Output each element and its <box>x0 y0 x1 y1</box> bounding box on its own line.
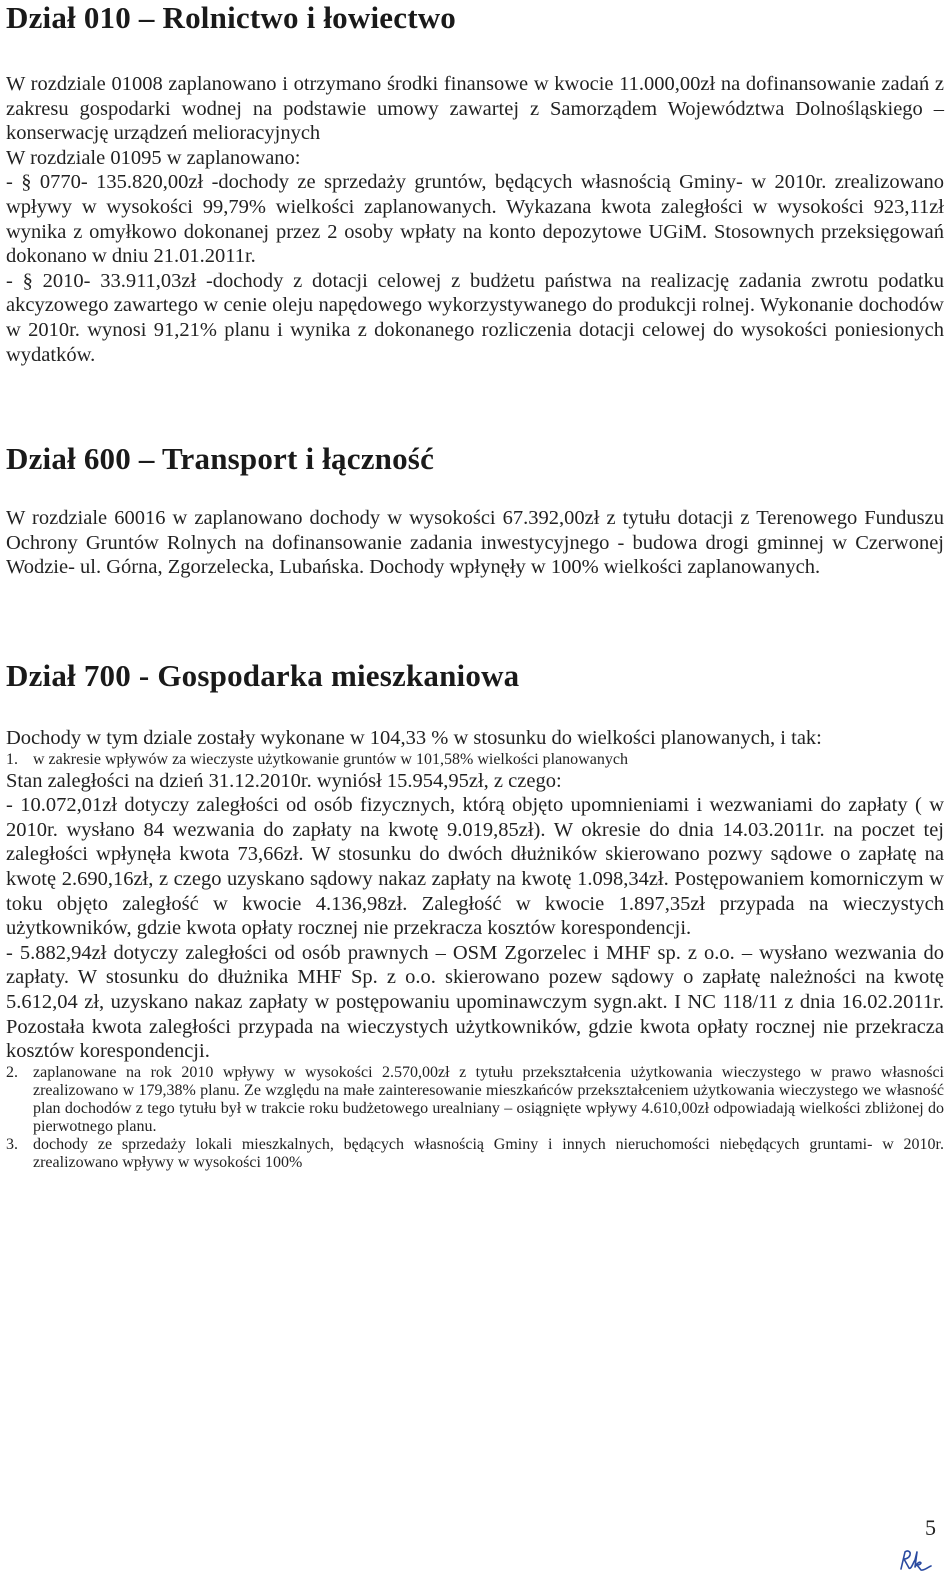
paragraph: - § 2010- 33.911,03zł -dochody z dotacji celowej z budżetu państwa na realizację zadania zwrotu podatku akcyzowego zawartego w cenie oleju napędowego wykorzystywanego do produkcji rolnej. Wykonanie dochodów w 2010r. wynosi 91,21% planu i wynika z dokonanego rozliczenia dotacji celowej do wysokości poniesionych wydatków. <box>6 269 944 366</box>
list-number: 1. <box>6 750 18 768</box>
list-item <box>6 1136 944 1172</box>
page-number: 5 <box>925 1515 936 1540</box>
list-item <box>6 1064 944 1136</box>
paragraph: Stan zaległości na dzień 31.12.2010r. wyniósł 15.954,95zł, z czego: <box>6 769 562 792</box>
list-number: 3. <box>6 1135 18 1153</box>
paragraph: - 10.072,01zł dotyczy zaległości od osób fizycznych, którą objęto upomnieniami i wezwaniami do zapłaty ( w 2010r. wysłano 84 wezwania do zapłaty na kwotę 9.019,85zł). W okresie do dnia 14.03.2011r. na poczet tej zaległości wpłynęła kwota 73,66zł. W stosunku do dwóch dłużników skierowano pozwy sądowe o zapłatę na kwotę 2.690,16zł, z czego uzyskano sądowy nakaz zapłaty na kwotę 1.098,34zł. Postępowaniem komorniczym w toku objęto zaległość w kwocie 4.136,98zł. Zaległość w kwocie 1.897,35zł przypada na wieczystych użytkowników, gdzie kwota opłaty rocznej nie przekracza kosztów korespondencji. <box>6 794 944 940</box>
section-body-600 <box>6 506 944 580</box>
paragraph: W rozdziale 60016 w zaplanowano dochody w wysokości 67.392,00zł z tytułu dotacji z Terenowego Funduszu Ochrony Gruntów Rolnych na dofinansowanie zadania inwestycyjnego - budowa drogi gminnej w Czerwonej Wodzie- ul. Górna, Zgorzelecka, Lubańska. Dochody wpłynęły w 100% wielkości zaplanowanych. <box>6 507 944 579</box>
paragraph: - 5.882,94zł dotyczy zaległości od osób prawnych – OSM Zgorzelec i MHF sp. z o.o. – wysłano wezwania do zapłaty. W stosunku do dłużnika MHF Sp. z o.o. skierowano pozew sądowy o zapłatę należności na kwotę 5.612,04 zł, uzyskano nakaz zapłaty w postępowaniu upominawczym sygn.akt. I NC 118/11 z dnia 16.02.2011r. Pozostała kwota zaległości przypada na wieczystych użytkowników, gdzie kwota opłaty rocznej nie przekracza kosztów korespondencji. <box>6 941 944 1063</box>
paragraph: W rozdziale 01008 zaplanowano i otrzymano środki finansowe w kwocie 11.000,00zł na dofinansowanie zadań z zakresu gospodarki wodnej na podstawie umowy zawartej z Samorządem Województwa Dolnośląskiego – konserwację urządzeń melioracyjnych <box>6 73 944 145</box>
list-item <box>6 751 944 769</box>
paragraph: - § 0770- 135.820,00zł -dochody ze sprzedaży gruntów, będących własnością Gminy- w 2010r. zrealizowano wpływy w wysokości 99,79% wielkości zaplanowanych. Wykazana kwota zaległości w wysokości 923,11zł wynika z omyłkowo dokonanej przez 2 osoby wpłaty na konto depozytowe UGiM. Stosownych przeksięgowań dokonano w dniu 21.01.2011r. <box>6 171 944 268</box>
section-heading-600: Dział 600 – Transport i łączność <box>6 441 435 476</box>
list-text: w zakresie wpływów za wieczyste użytkowanie gruntów w 101,58% wielkości planowanych <box>33 750 628 768</box>
list-text: zaplanowane na rok 2010 wpływy w wysokości 2.570,00zł z tytułu przekształcenia użytkowania wieczystego w prawo własności zrealizowano w 179,38% planu. Ze względu na małe zainteresowanie mieszkańców przekształceniem użytkowania wieczystego we własność plan dochodów z tego tytułu był w trakcie roku budżetowego urealniany – osiągnięte wpływy 4.610,00zł odpowiadają wielkości zbliżonej do pierwotnego planu. <box>33 1063 944 1135</box>
section-body-010 <box>6 72 944 367</box>
paragraph: W rozdziale 01095 w zaplanowano: <box>6 146 301 169</box>
handwritten-signature <box>898 1548 934 1572</box>
paragraph: Dochody w tym dziale zostały wykonane w 104,33 % w stosunku do wielkości planowanych, i tak: <box>6 727 822 749</box>
section-heading-700: Dział 700 - Gospodarka mieszkaniowa <box>6 658 520 693</box>
section-body-700 <box>6 726 944 1172</box>
list-text: dochody ze sprzedaży lokali mieszkalnych, będących własnością Gminy i innych nieruchomości niebędących gruntami- w 2010r. zrealizowano wpływy w wysokości 100% <box>33 1135 944 1171</box>
list-number: 2. <box>6 1063 18 1081</box>
section-heading-010: Dział 010 – Rolnictwo i łowiectwo <box>6 0 456 35</box>
